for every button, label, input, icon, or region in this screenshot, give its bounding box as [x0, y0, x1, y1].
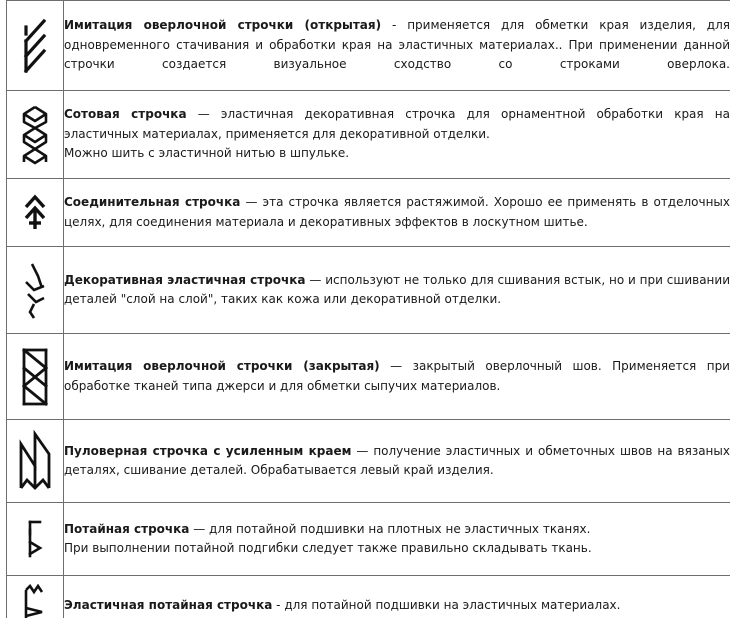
stitch-description: для потайной подшивки на эластичных материалах. — [284, 598, 621, 612]
overlock-closed-stitch-icon — [7, 347, 63, 407]
connecting-stitch-icon — [7, 193, 63, 233]
blind-hem-stitch-icon — [7, 518, 63, 560]
stitch-name: Сотовая строчка — [64, 107, 187, 122]
table-row: Пуловерная строчка с усиленным краем — получение эластичных и обметочных швов на вязаных деталях, сшивание деталей. Обрабатывается левый край изделия. — [7, 420, 731, 503]
stitch-table — [6, 0, 730, 618]
stitch-name: Потайная строчка — [64, 521, 190, 536]
table-row: Соединительная строчка — эта строчка является растяжимой. Хорошо ее применять в отделочных целях, для соединения материала и декоративных эффектов в лоскутном шитье. — [7, 179, 731, 247]
table-row: Эластичная потайная строчка - для потайной подшивки на эластичных материалах. — [7, 576, 731, 618]
stitch-description: эта строчка является растяжимой. Хорошо ее применять в отделочных целях, для соединения материала и декоративных эффектов в лоскутном шитье. — [64, 195, 730, 229]
stitch-description: применяется для обметки края изделия, для одновременного стачивания и обработки края на эластичных материалах.. При применении данной строчки создается визуальное сходство со строками оверлока. — [64, 18, 730, 72]
stitch-description: закрытый оверлочный шов. Применяется при обработке тканей типа джерси и для обметки сыпучих материалов. — [64, 359, 730, 393]
table-row: Декоративная эластичная строчка — используют не только для сшивания встык, но и при сшивании деталей "слой на слой", таких как кожа или декоративной отделки. — [7, 247, 731, 334]
stitch-name: Декоративная эластичная строчка — [64, 272, 306, 287]
stitch-description: получение эластичных и обметочных швов на вязаных деталях, сшивание деталей. Обрабатывается левый край изделия. — [64, 443, 730, 477]
honeycomb-stitch-icon — [7, 104, 63, 166]
stitch-name: Имитация оверлочной строчки (открытая) — [64, 18, 382, 33]
table-row: Имитация оверлочной строчки (закрытая) — закрытый оверлочный шов. Применяется при обработке тканей типа джерси и для обметки сыпучих материалов. — [7, 334, 731, 420]
stitch-description: используют не только для сшивания встык, но и при сшивании деталей "слой на слой", таких как кожа или декоративной отделки. — [64, 272, 730, 306]
stitch-description: для потайной подшивки на плотных не эластичных тканях. — [209, 521, 591, 536]
stitch-note: При выполнении потайной подгибки следует также правильно складывать ткань. — [64, 541, 592, 555]
elastic-blind-hem-stitch-icon — [7, 584, 63, 618]
pullover-reinforced-edge-stitch-icon — [7, 430, 63, 492]
table-row: Сотовая строчка — эластичная декоративная строчка для орнаментной обработки края на эластичных материалах, применяется для декоративной отделки. Можно шить с эластичной нитью в шпульке. — [7, 91, 731, 179]
overlock-open-stitch-icon — [7, 18, 63, 74]
stitch-name: Эластичная потайная строчка — [64, 598, 273, 612]
decorative-elastic-stitch-icon — [7, 260, 63, 320]
stitch-note: Можно шить с эластичной нитью в шпульке. — [64, 146, 350, 161]
stitch-description: эластичная декоративная строчка для орнаментной обработки края на эластичных материалах, применяется для декоративной отделки. — [64, 107, 730, 141]
stitch-name: Имитация оверлочной строчки (закрытая) — [64, 359, 380, 373]
stitch-name: Пуловерная строчка с усиленным краем — [64, 443, 352, 458]
stitch-name: Соединительная строчка — [64, 195, 241, 209]
table-row: Имитация оверлочной строчки (открытая) - применяется для обметки края изделия, для одновременного стачивания и обработки края на эластичных материалах.. При применении данной строчки создается визуальное сходство со строками оверлока. — [7, 1, 731, 91]
table-row: Потайная строчка — для потайной подшивки на плотных не эластичных тканях. При выполнении потайной подгибки следует также правильно складывать ткань. — [7, 503, 731, 576]
stitch-guide-sheet — [6, 0, 730, 618]
